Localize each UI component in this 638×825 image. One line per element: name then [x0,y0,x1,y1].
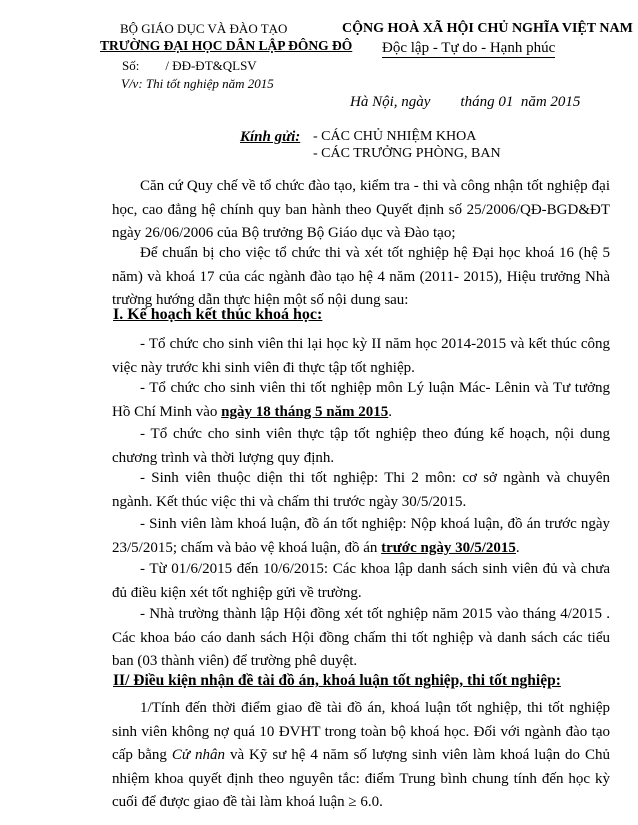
exam-date-highlight: ngày 18 tháng 5 năm 2015 [221,403,389,420]
document-number: Số: / ĐĐ-ĐT&QLSV [122,58,257,73]
document-date: Hà Nội, ngày tháng 01 năm 2015 [350,94,581,110]
section-2-text-a: 1/Tính đến thời điểm giao đề tài đồ án, khoá luận tốt nghiệp, thi tốt nghiệp sinh viên không nợ quá 10 ĐVHT trong toàn bộ khoá học. Đối với ngành đào tạo cấp bằng [112,700,610,763]
bachelor-term: Cử nhân [171,747,226,763]
section-1-item-5 [112,513,610,560]
section-1-item-7: - Nhà trường thành lập Hội đồng xét tốt nghiệp năm 2015 vào tháng 4/2015 . Các khoa báo cáo danh sách Hội đồng chấm thi tốt nghiệp và danh sách các tiểu ban (03 thành viên) để trường phê duyệt. [112,606,610,669]
university-name: TRƯỜNG ĐẠI HỌC DÂN LẬP ĐÔNG ĐÔ [100,38,353,53]
section-1-item-6: - Từ 01/6/2015 đến 10/6/2015: Các khoa lập danh sách sinh viên đủ và chưa đủ điều kiện xét tốt nghiệp gửi về trường. [112,561,610,601]
recipient-line-1: - CÁC CHỦ NHIỆM KHOA [313,129,477,144]
section-2-text-b: và Kỹ sư hệ 4 năm số lượng sinh viên làm khoá luận do Chủ nhiệm khoa quyết định theo nguyên tắc: điểm Trung bình chung tính đến học kỳ cuối để được giao đề tài làm khoá luận ≥ 6.0. [112,747,611,810]
item-5-end: . [515,539,520,556]
section-1-item-3: - Tổ chức cho sinh viên thực tập tốt nghiệp theo đúng kế hoạch, nội dung chương trình và thời lượng quy định. [112,426,610,466]
section-1-item-1: - Tổ chức cho sinh viên thi lại học kỳ II năm học 2014-2015 và kết thúc công việc này trước khi sinh viên đi thực tập tốt nghiệp. [112,336,610,376]
intro-paragraph-2: Để chuẩn bị cho việc tổ chức thi và xét tốt nghiệp hệ Đại học khoá 16 (hệ 5 năm) và khoá 17 của các ngành đào tạo hệ 4 năm (2011- 2015), Hiệu trưởng Nhà trường hướng dẫn thực hiện một số nội dung sau: [112,245,610,308]
section-1-item-2 [112,377,610,424]
section-1-item-4: - Sinh viên thuộc diện thi tốt nghiệp: Thi 2 môn: cơ sở ngành và chuyên ngành. Kết thúc việc thi và chấm thi trước ngày 30/5/2015. [112,470,610,510]
republic-name: CỘNG HOÀ XÃ HỘI CHỦ NGHĨA VIỆT NAM [342,21,633,36]
section-2-paragraph-1 [112,697,610,815]
item-2-end: . [388,403,393,420]
section-1-title: I. Kế hoạch kết thúc khoá học: [113,306,323,323]
document-subject: V/v: Thi tốt nghiệp năm 2015 [121,76,274,91]
defense-deadline-highlight: trước ngày 30/5/2015 [381,539,516,556]
national-motto: Độc lập - Tự do - Hạnh phúc [382,40,556,56]
section-2-title: II/ Điều kiện nhận đề tài đồ án, khoá luận tốt nghiệp, thi tốt nghiệp: [113,672,561,689]
recipients-label: Kính gửi: [240,129,301,145]
recipient-line-2: - CÁC TRƯỞNG PHÒNG, BAN [313,146,501,161]
ministry-name: BỘ GIÁO DỤC VÀ ĐÀO TẠO [120,21,288,36]
intro-paragraph-1: Căn cứ Quy chế về tổ chức đào tạo, kiểm tra - thi và công nhận tốt nghiệp đại học, cao đẳng hệ chính quy ban hành theo Quyết định số 25/2006/QĐ-BGD&ĐT ngày 26/06/2006 của Bộ trưởng Bộ Giáo dục và Đào tạo; [112,178,610,241]
item-2-text: - Tổ chức cho sinh viên thi tốt nghiệp môn Lý luận Mác- Lênin và Tư tưởng Hồ Chí Minh vào [112,380,610,420]
item-5-text: - Sinh viên làm khoá luận, đồ án tốt nghiệp: Nộp khoá luận, đồ án trước ngày 23/5/2015; chấm và bảo vệ khoá luận, đồ án [112,516,610,556]
